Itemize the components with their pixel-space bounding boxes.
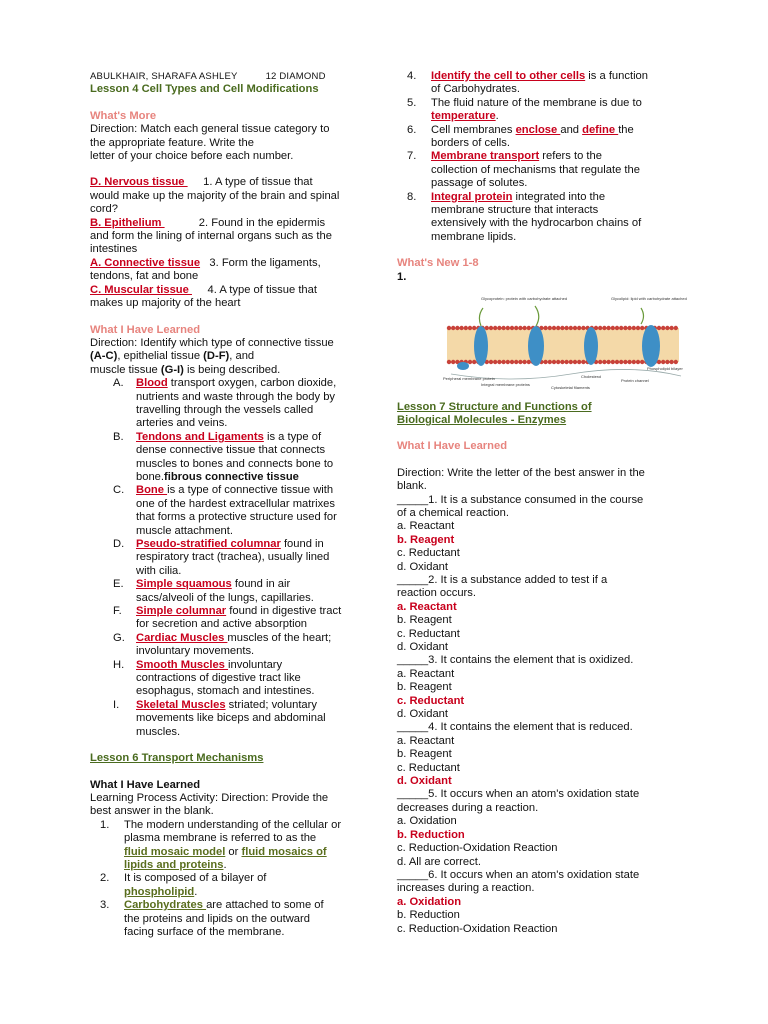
whats-new-number: 1. [397,270,407,283]
cell-membrane-diagram [441,290,691,390]
item-text: and form the lining of internal organs such as the [90,230,332,243]
phospholipid-head [564,326,568,330]
phospholipid-head [472,326,476,330]
phospholipid-head [602,360,606,364]
phospholipid-head [632,360,636,364]
item-text: 4. A type of tissue that [207,283,317,296]
phospholipid-head [552,326,556,330]
phospholipid-head [665,326,669,330]
whats-new-heading: What's New 1-8 [397,257,479,270]
left-column [90,70,380,939]
phospholipid-head [640,326,644,330]
phospholipid-head [606,326,610,330]
answer-text: Smooth Muscles [136,658,229,671]
phospholipid-head [611,360,615,364]
label-channel: Protein channel [621,378,649,384]
quiz [397,494,687,936]
phospholipid-head [665,360,669,364]
item-text: 1. A type of tissue that [203,176,313,189]
answer-text: temperature [431,110,496,123]
learned-heading-l7: What I Have Learned [397,440,508,453]
option: a. Reactant [397,667,455,680]
question-text: _____3. It contains the element that is oxidized. [397,654,634,667]
phospholipid-head [552,360,556,364]
option: c. Reductant [397,547,460,560]
label-peripheral: Peripheral membrane protein [443,376,495,382]
phospholipid-head [451,360,455,364]
phospholipid-head [497,360,501,364]
student-name: ABULKHAIR, SHARAFA ASHLEY [90,71,238,82]
direction-line: Learning Process Activity: Direction: Provide the [90,791,329,804]
answer-text: C. Muscular tissue [90,283,192,296]
learned-heading: What I Have Learned [90,323,201,336]
direction-line: Direction: Write the letter of the best answer in the [397,466,645,479]
phospholipid-head [615,360,619,364]
phospholipid-head [661,360,665,364]
phospholipid-head [527,326,531,330]
phospholipid-head [606,360,610,364]
phospholipid-head [569,360,573,364]
item-text: cord? [90,203,118,216]
phospholipid-head [640,360,644,364]
label-cytoskeletal: Cytoskeletal filaments [551,385,590,391]
item-text: tendons, fat and bone [90,270,199,283]
learned-heading-l6: What I Have Learned [90,778,201,791]
phospholipid-head [564,360,568,364]
option: a. Reactant [397,734,455,747]
item-letter: F. [113,605,122,618]
quiz-question [397,721,687,788]
phospholipid-head [514,360,518,364]
transport-item: 6. Cell membranes enclose and define the borders of cells. [407,123,634,150]
answer-text: Simple squamous [136,578,232,591]
label-integral: Integral membrane proteins [481,382,530,388]
item-letter: H. [113,658,125,671]
phospholipid-head [569,326,573,330]
phospholipid-head [661,326,665,330]
tissue-item: G. Cardiac Muscles muscles of the heart; involuntary movements. [90,632,380,659]
phospholipid-head [510,360,514,364]
answer-text: enclose [515,123,561,136]
phospholipid-head [451,326,455,330]
tissue-item: I. Skeletal Muscles striated; voluntary movements like biceps and abdominal muscles. [90,699,380,739]
correct-option: a. Reactant [397,600,457,613]
question-text: _____1. It is a substance consumed in the course [397,493,644,506]
phospholipid-head [602,326,606,330]
answer-text: D. Nervous tissue [90,176,188,189]
answer-text: Membrane transport [431,150,540,163]
phospholipid-head [669,326,673,330]
phospholipid-head [468,360,472,364]
cholesterol-marker [584,327,598,365]
answer-text: Blood [136,377,168,390]
option: a. Reactant [397,520,455,533]
answer-text: Tendons and Ligaments [136,430,264,443]
label-phospholipid: Phospholipid bilayer [647,366,683,372]
transport-item: 7. Membrane transport refers to the collection of mechanisms that regulate the passage of solutes. [407,150,640,190]
answer-text: Pseudo-stratified columnar [136,538,281,550]
question-text: _____5. It occurs when an atom's oxidation state [397,788,640,801]
quiz-question [397,574,687,654]
answer-text: phospholipid [124,885,195,898]
option: c. Reductant [397,761,460,774]
option: d. Oxidant [397,708,448,721]
phospholipid-head [472,360,476,364]
option: c. Reduction-Oxidation Reaction [397,842,558,855]
option: c. Reduction-Oxidation Reaction [397,922,558,935]
item-text: would make up the majority of the brain and spinal [90,189,340,202]
integral-protein [474,326,488,366]
quiz-question [397,654,687,721]
phospholipid-head [636,360,640,364]
option: c. Reductant [397,627,460,640]
option: b. Reagent [397,681,452,694]
answer-text: Skeletal Muscles [136,698,226,711]
item-letter: I. [113,698,120,711]
phospholipid-head [518,360,522,364]
phospholipid-head [527,360,531,364]
whats-more-heading: What's More [90,109,157,122]
phospholipid-head [447,326,451,330]
phospholipid-head [514,326,518,330]
phospholipid-head [548,360,552,364]
question-text: _____4. It contains the element that is reduced. [397,721,633,734]
phospholipid-head [623,326,627,330]
option: d. Oxidant [397,560,448,573]
quiz-question [397,869,687,936]
transport-item: 8. Integral protein integrated into the membrane structure that interacts extensively with the hydrocarbon chains of membrane lipids. [407,190,642,243]
direction-line: the appropriate feature. Write the [90,136,254,149]
answer-text: define [582,123,619,136]
correct-option: b. Reagent [397,533,455,546]
answer-text: fluid mosaics of [241,845,327,858]
item-text: 3. Form the ligaments, [209,256,321,269]
phospholipid-head [577,326,581,330]
phospholipid-head [459,326,463,330]
phospholipid-head [627,326,631,330]
phospholipid-head [627,360,631,364]
question-text: _____6. It occurs when an atom's oxidation state [397,868,640,881]
phospholipid-head [636,326,640,330]
phospholipid-head [489,326,493,330]
tissue-item: C. Bone is a type of connective tissue with one of the hardest extracellular matrixes that forms a protective structure used for muscle attachment. [90,484,380,538]
phospholipid-head [518,326,522,330]
phospholipid-head [489,360,493,364]
label-glycolipid: Glycolipid: lipid with carbohydrate attached [611,296,687,302]
phospholipid-head [493,360,497,364]
direction-line: letter of your choice before each number. [90,150,294,163]
answer-text: Identify the cell to other cells [431,70,586,82]
question-text: increases during a reaction. [397,882,535,895]
option: b. Reagent [397,614,452,627]
answer-text: B. Epithelium [90,216,165,229]
phospholipid-head [464,326,468,330]
correct-option: d. Oxidant [397,775,452,788]
option: b. Reduction [397,909,460,922]
answer-text: Integral protein [431,190,513,203]
transport-item: 2. It is composed of a bilayer of phospholipid. [100,872,267,898]
phospholipid-head [493,326,497,330]
item-letter: D. [113,538,125,550]
lesson4-title: Lesson 4 Cell Types and Cell Modifications [90,83,319,96]
phospholipid-head [522,326,526,330]
lesson7-title: Biological Molecules - Enzymes [397,413,567,426]
tissue-item: F. Simple columnar found in digestive tract for secretion and active absorption [90,605,380,632]
correct-option: c. Reductant [397,694,465,707]
tissue-list [90,377,380,739]
direction-line: best answer in the blank. [90,805,214,818]
question-text: of a chemical reaction. [397,506,509,519]
answer-text: fluid mosaic model [124,845,226,858]
phospholipid-head [468,326,472,330]
lesson7-title: Lesson 7 Structure and Functions of [397,400,592,413]
phospholipid-head [598,326,602,330]
phospholipid-head [615,326,619,330]
question-text: decreases during a reaction. [397,801,539,814]
option: a. Oxidation [397,815,457,828]
item-letter: A. [113,377,124,390]
phospholipid-head [506,360,510,364]
quiz-question [397,494,687,574]
phospholipid-head [501,360,505,364]
phospholipid-head [657,326,661,330]
item-letter: B. [113,430,124,443]
label-cholesterol: Cholesterol [581,374,602,380]
correct-option: a. Oxidation [397,895,462,908]
peripheral-protein [457,362,469,370]
phospholipid-head [598,360,602,364]
match-item [90,217,380,257]
item-text: 2. Found in the epidermis [198,216,326,229]
answer-text: Bone [136,484,168,497]
phospholipid-head [455,326,459,330]
phospholipid-head [556,360,560,364]
direction-line: Direction: Match each general tissue category to [90,123,330,136]
option: d. All are correct. [397,855,481,868]
phospholipid-head [573,326,577,330]
phospholipid-head [611,326,615,330]
phospholipid-head [560,360,564,364]
transport-item: 5. The fluid nature of the membrane is due to temperature. [407,96,642,123]
option: d. Oxidant [397,641,448,653]
phospholipid-head [623,360,627,364]
protein-channel [642,325,660,367]
match-item [90,176,380,216]
phospholipid-head [632,326,636,330]
phospholipid-head [447,360,451,364]
answer-text: A. Connective tissue [90,256,201,269]
phospholipid-head [510,326,514,330]
phospholipid-head [581,360,585,364]
phospholipid-head [573,360,577,364]
item-letter: E. [113,578,124,591]
question-text: _____2. It is a substance added to test if a [397,573,608,586]
phospholipid-head [485,326,489,330]
label-glycoprotein: Glycoprotein: protein with carbohydrate attached [481,296,568,302]
correct-option: b. Reduction [397,828,465,841]
phospholipid-head [556,326,560,330]
item-text: intestines [90,243,138,256]
tissue-item: D. Pseudo-stratified columnar found in respiratory tract (trachea), usually lined with cilia. [90,538,380,578]
answer-text: Cardiac Muscles [136,631,228,644]
tissue-item: H. Smooth Muscles involuntary contractions of digestive tract like esophagus, stomach and intestines. [90,659,380,699]
integral-protein [528,326,544,366]
phospholipid-head [497,326,501,330]
phospholipid-head [543,360,547,364]
phospholipid-head [674,326,678,330]
tissue-item: B. Tendons and Ligaments is a type of dense connective tissue that connects muscles to bones and connects bone to bone.fibrous connective tissue [90,431,380,485]
transport-item: 3. Carbohydrates are attached to some of the proteins and lipids on the outward facing surface of the membrane. [100,899,324,938]
student-section: 12 DIAMOND [265,71,326,82]
option: b. Reagent [397,748,452,761]
item-letter: C. [113,484,125,497]
answer-text: Simple columnar [136,605,227,618]
answer-text: Carbohydrates [124,899,207,912]
phospholipid-head [581,326,585,330]
phospholipid-head [577,360,581,364]
transport-item: 1. The modern understanding of the cellular or plasma membrane is referred to as the fluid mosaic model or fluid mosaics of lipids and proteins. [100,818,342,871]
match-item [90,284,380,311]
item-text: makes up majority of the heart [90,297,241,310]
phospholipid-head [506,326,510,330]
learned-direction: muscle tissue (G-I) is being described. [90,363,281,376]
direction-line: blank. [397,480,427,493]
student-header [90,70,380,83]
item-letter: G. [113,631,125,644]
quiz-question [397,788,687,868]
phospholipid-head [619,360,623,364]
phospholipid-head [543,326,547,330]
lesson6-title: Lesson 6 Transport Mechanisms [90,752,264,765]
phospholipid-head [669,360,673,364]
question-text: reaction occurs. [397,587,476,600]
tissue-item: A. Blood transport oxygen, carbon dioxide, nutrients and waste through the body by travelling through the vessels called arteries and veins. [90,377,380,431]
transport-item: 4. Identify the cell to other cells is a function of Carbohydrates. [407,70,648,96]
phospholipid-head [674,360,678,364]
phospholipid-head [619,326,623,330]
phospholipid-head [560,326,564,330]
phospholipid-head [501,326,505,330]
tissue-item: E. Simple squamous found in air sacs/alveoli of the lungs, capillaries. [90,578,380,605]
learned-direction: Direction: Identify which type of connective tissue (A-C), epithelial tissue (D-F), and [90,336,334,363]
right-column [397,70,687,936]
phospholipid-head [548,326,552,330]
answer-text: lipids and proteins [124,858,224,871]
match-item [90,257,380,284]
phospholipid-head [522,360,526,364]
